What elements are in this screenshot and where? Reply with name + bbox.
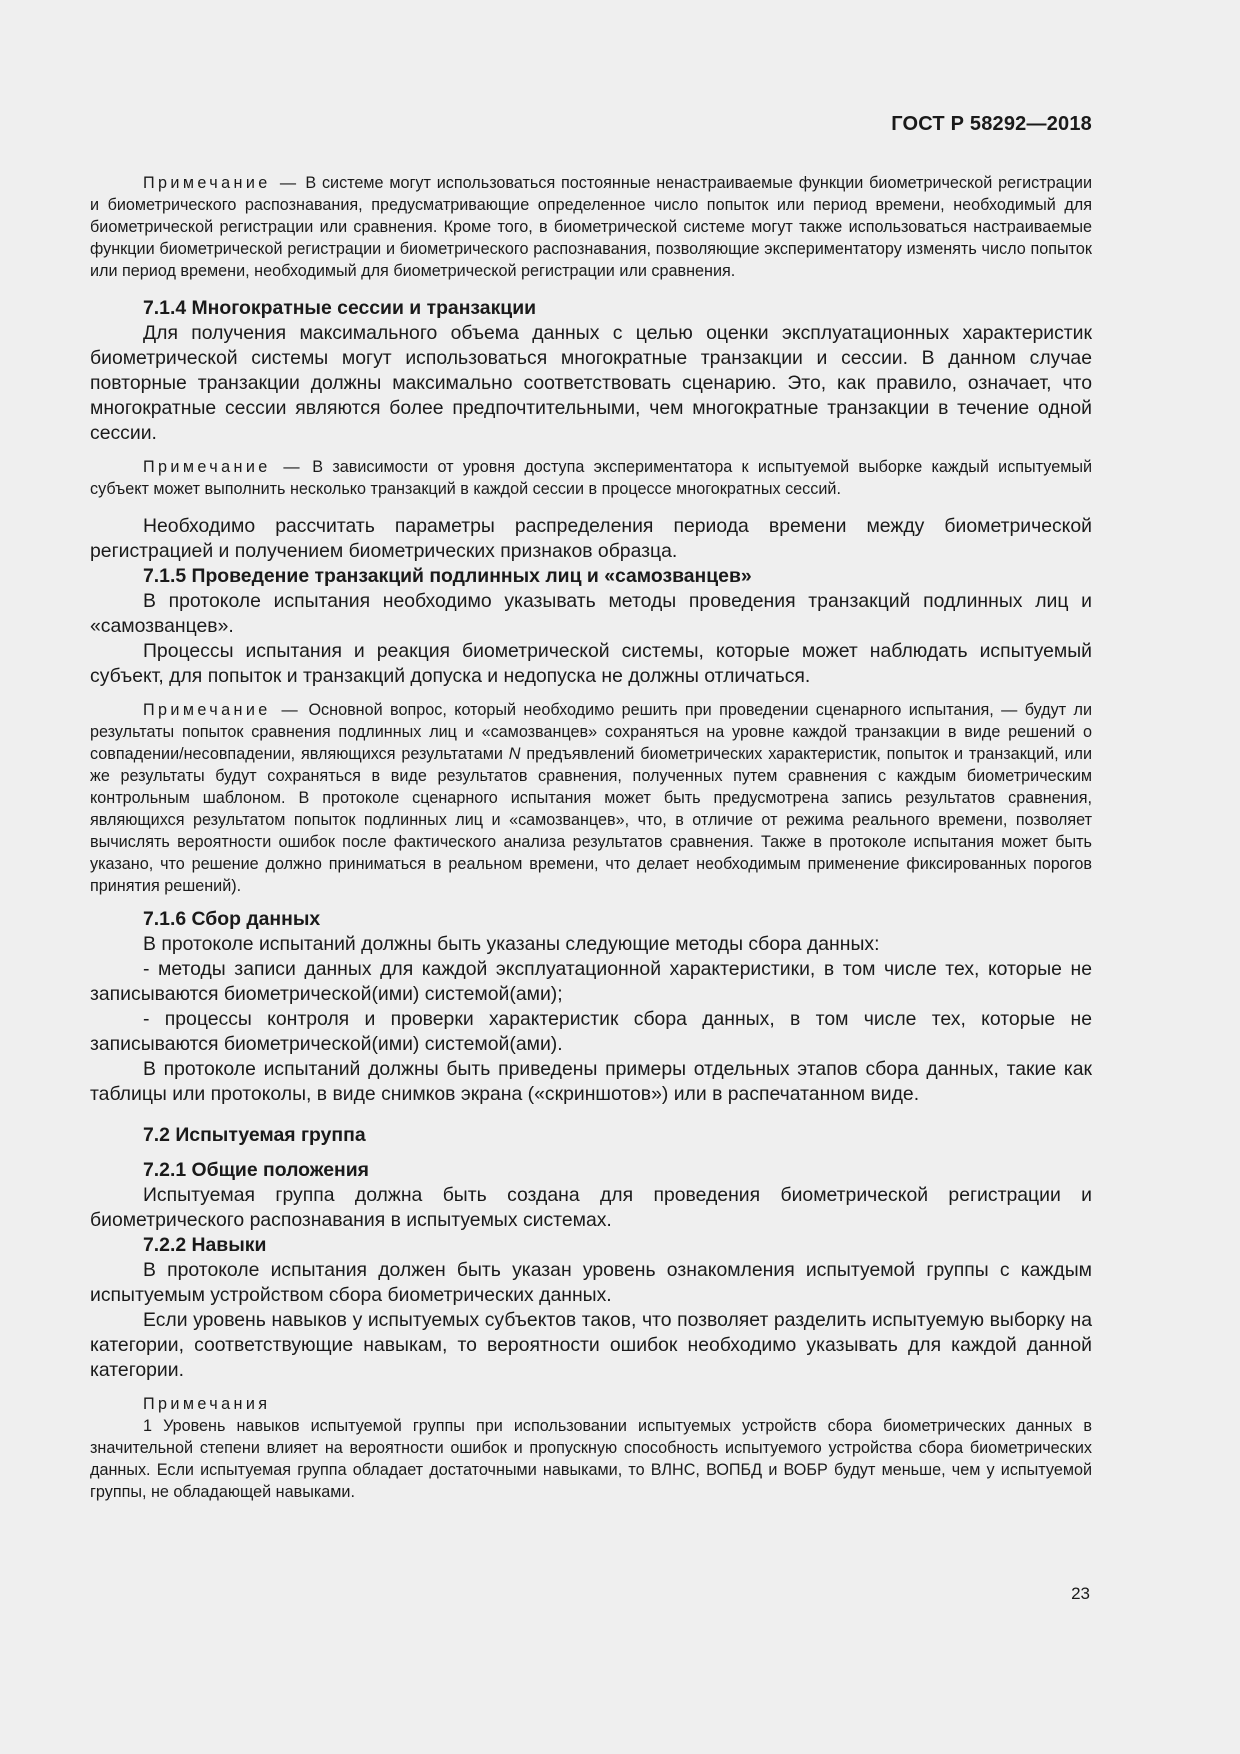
body-paragraph: В протоколе испытания необходимо указывать методы проведения транзакций подлинных лиц и «самозванцев». — [90, 590, 1092, 637]
body-paragraph: В протоколе испытания должен быть указан уровень ознакомления испытуемой группы с каждым испытуемым устройством сбора биометрических данных. — [90, 1259, 1092, 1306]
note-label: Примечание — — [143, 174, 300, 192]
section-heading-7-2-2: 7.2.2 Навыки — [143, 1234, 267, 1256]
note-paragraph — [90, 456, 1092, 500]
note-label: Примечание — — [143, 701, 302, 719]
note-text: предъявлений биометрических характеристик, попыток и транзакций, или же результаты будут сохраняться в виде результатов сравнения, полученных путем сравнения с каждым биометрическим контрольным шаблоном. В протоколе сценарного испытания может быть предусмотрена запись результатов сравнения, являющихся результатом попыток подлинных лиц и «самозванцев», что, в отличие от режима реального времени, позволяет вычислять вероятности ошибок после фактического анализа результатов сравнения. Также в протоколе испытания может быть указано, что решение должно приниматься в реальном времени, что делает необходимым применение фиксированных порогов принятия решений). — [90, 745, 1093, 895]
section-heading-7-1-5: 7.1.5 Проведение транзакций подлинных лиц и «самозванцев» — [143, 565, 752, 587]
body-paragraph: Испытуемая группа должна быть создана для проведения биометрической регистрации и биометрического распознавания в испытуемых системах. — [90, 1184, 1092, 1231]
body-paragraph: В протоколе испытаний должны быть указаны следующие методы сбора данных: — [143, 933, 880, 955]
body-paragraph: Необходимо рассчитать параметры распределения периода времени между биометрической регистрацией и получением биометрических признаков образца. — [90, 515, 1092, 562]
page-number: 23 — [1071, 1584, 1090, 1603]
section-heading-7-2: 7.2 Испытуемая группа — [143, 1124, 366, 1146]
document-id-header: ГОСТ Р 58292—2018 — [891, 113, 1092, 135]
note-text: В системе могут использоваться постоянные ненастраиваемые функции биометрической регистрации и биометрического распознавания, предусматривающие определенное число попыток или период времени, необходимый для биометрической регистрации или сравнения. Кроме того, в биометрической системе могут также использоваться настраиваемые функции биометрической регистрации и биометрического распознавания, позволяющие экспериментатору изменять число попыток или период времени, необходимый для биометрической регистрации или сравнения. — [90, 174, 1092, 280]
note-paragraph: 1 Уровень навыков испытуемой группы при использовании испытуемых устройств сбора биометрических данных в значительной степени влияет на вероятности ошибок и пропускную способность испытуемого устройства сбора биометрических данных. Если испытуемая группа обладает достаточными навыками, то ВЛНС, ВОПБД и ВОБР будут меньше, чем у испытуемой группы, не обладающей навыками. — [90, 1417, 1092, 1501]
notes-heading: Примечания — [143, 1395, 271, 1413]
list-item: - процессы контроля и проверки характеристик сбора данных, в том числе тех, которые не записываются биометрической(ими) системой(ами). — [90, 1008, 1092, 1055]
note-text: Основной вопрос, который необходимо решить при проведении сценарного испытания, — будут ли результаты попыток сравнения подлинных лиц и «самозванцев» сохраняться на уровне каждой транзакции в виде решений о совпадении/несовпадении, являющихся результатами — [90, 701, 1093, 763]
note-paragraph — [90, 699, 1092, 897]
section-heading-7-1-4: 7.1.4 Многократные сессии и транзакции — [143, 297, 537, 319]
section-heading-7-1-6: 7.1.6 Сбор данных — [143, 908, 321, 930]
note-paragraph — [90, 172, 1092, 282]
note-label: Примечание — — [143, 458, 303, 476]
note-variable-n: N — [508, 745, 521, 763]
note-text: В зависимости от уровня доступа экспериментатора к испытуемой выборке каждый испытуемый субъект может выполнить несколько транзакций в каждой сессии в процессе многократных сессий. — [90, 458, 1093, 498]
document-body — [90, 172, 1092, 1503]
body-paragraph: Для получения максимального объема данных с целью оценки эксплуатационных характеристик биометрической системы могут использоваться многократные транзакции и сессии. В данном случае повторные транзакции должны максимально соответствовать сценарию. Это, как правило, означает, что многократные сессии являются более предпочтительными, чем многократные транзакции в течение одной сессии. — [90, 322, 1092, 444]
section-heading-7-2-1: 7.2.1 Общие положения — [143, 1159, 369, 1181]
body-paragraph: Если уровень навыков у испытуемых субъектов таков, что позволяет разделить испытуемую выборку на категории, соответствующие навыкам, то вероятности ошибок необходимо указывать для каждой данной категории. — [90, 1309, 1092, 1381]
body-paragraph: Процессы испытания и реакция биометрической системы, которые может наблюдать испытуемый субъект, для попыток и транзакций допуска и недопуска не должны отличаться. — [90, 640, 1092, 687]
body-paragraph: В протоколе испытаний должны быть приведены примеры отдельных этапов сбора данных, такие как таблицы или протоколы, в виде снимков экрана («скриншотов») или в распечатанном виде. — [90, 1058, 1092, 1105]
list-item: - методы записи данных для каждой эксплуатационной характеристики, в том числе тех, которые не записываются биометрической(ими) системой(ами); — [90, 958, 1092, 1005]
